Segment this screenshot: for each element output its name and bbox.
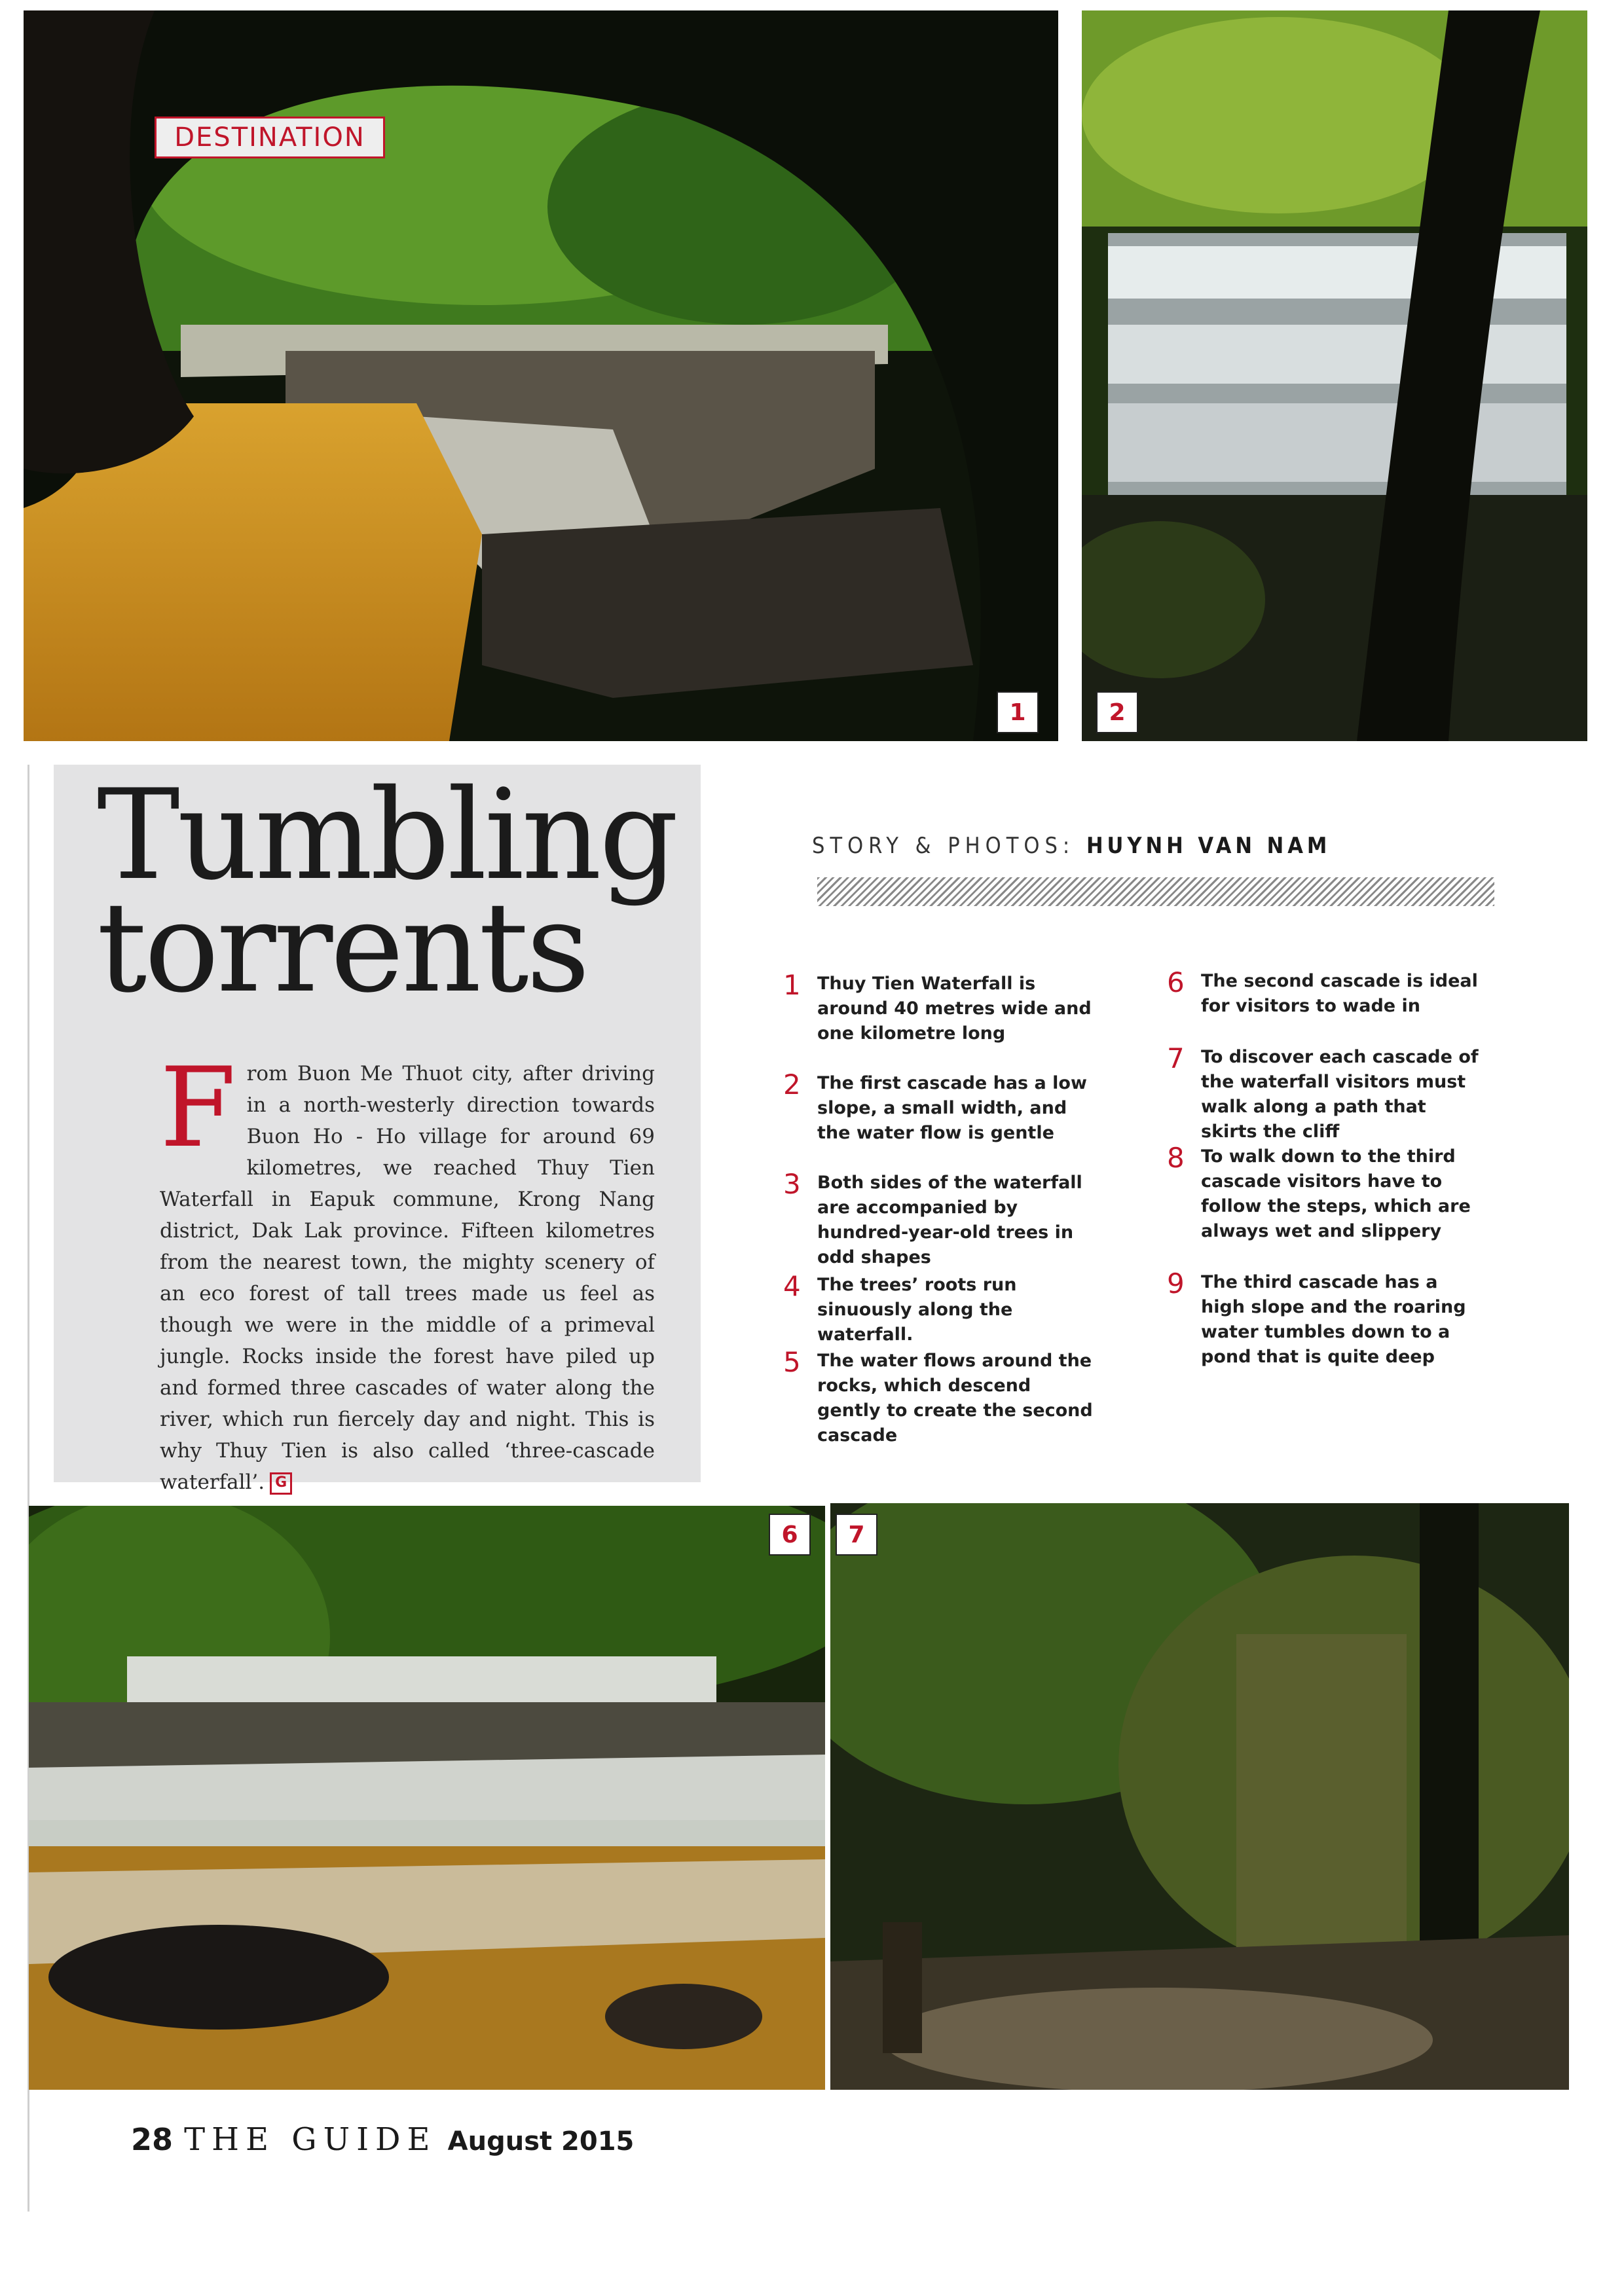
- intro-paragraph: [160, 1044, 655, 1498]
- hatch-divider: [817, 877, 1494, 906]
- section-label: DESTINATION: [155, 117, 385, 158]
- caption-text: The trees’ roots run sinuously along the waterfall.: [817, 1275, 1017, 1345]
- byline: [812, 833, 1331, 859]
- headline: [97, 763, 686, 1020]
- caption-text: Both sides of the waterfall are accompanied by hundred-year-old trees in odd shapes: [817, 1173, 1082, 1267]
- page-number: 28: [131, 2122, 174, 2157]
- caption-number: 2: [783, 1068, 801, 1101]
- photo-2-first-cascade: [1082, 10, 1587, 741]
- headline-line-2: torrents: [97, 875, 588, 1020]
- end-mark-icon: G: [270, 1472, 292, 1495]
- issue-date: August 2015: [447, 2126, 635, 2157]
- caption-number: 3: [783, 1168, 801, 1200]
- photo-tag-6: 6: [769, 1514, 811, 1556]
- caption-number: 6: [1167, 966, 1185, 998]
- page-footer: [131, 2121, 634, 2158]
- intro-text: rom Buon Me Thuot city, after driving in a north-westerly direction towards Buon Ho - Ho village for around 69 kilometres, we reached Thuy Tien Waterfall in Eapuk commune, Krong Nang district, Dak Lak province. Fifteen kilometres from the nearest town, the mighty scenery of an eco forest of tall trees made us feel as though we were in the middle of a primeval jungle. Rocks inside the forest have piled up and formed three cascades of water along the river, which run fiercely day and night. This is why Thuy Tien is also called ‘three-cascade waterfall’.: [160, 1062, 655, 1494]
- photo-tag-2: 2: [1096, 691, 1138, 733]
- byline-author: HUYNH VAN NAM: [1086, 833, 1331, 859]
- caption-text: The third cascade has a high slope and the roaring water tumbles down to a pond that is quite deep: [1201, 1272, 1466, 1367]
- caption-text: The water flows around the rocks, which descend gently to create the second cascade: [817, 1351, 1093, 1446]
- caption-number: 8: [1167, 1142, 1185, 1174]
- caption-text: The second cascade is ideal for visitors to wade in: [1201, 971, 1478, 1016]
- dropcap: F: [160, 1044, 236, 1172]
- magazine-name: THE GUIDE: [184, 2121, 437, 2158]
- caption-text: To discover each cascade of the waterfall visitors must walk along a path that skirts the cliff: [1201, 1047, 1479, 1142]
- photo-tag-7: 7: [836, 1514, 877, 1556]
- headline-line-1: Tumbling: [97, 763, 676, 907]
- photo-7-cliff-path: [830, 1503, 1569, 2090]
- caption-number: 9: [1167, 1267, 1185, 1300]
- caption-text: Thuy Tien Waterfall is around 40 metres wide and one kilometre long: [817, 974, 1092, 1044]
- caption-text: To walk down to the third cascade visitors have to follow the steps, which are always wet and slippery: [1201, 1146, 1471, 1241]
- caption-number: 7: [1167, 1042, 1185, 1074]
- photo-tag-1: 1: [997, 691, 1039, 733]
- caption-text: The first cascade has a low slope, a small width, and the water flow is gentle: [817, 1073, 1087, 1143]
- byline-prefix: STORY & PHOTOS:: [812, 833, 1075, 859]
- caption-number: 4: [783, 1270, 801, 1302]
- photo-6-second-cascade: [29, 1506, 825, 2090]
- caption-number: 5: [783, 1346, 801, 1378]
- caption-number: 1: [783, 969, 801, 1001]
